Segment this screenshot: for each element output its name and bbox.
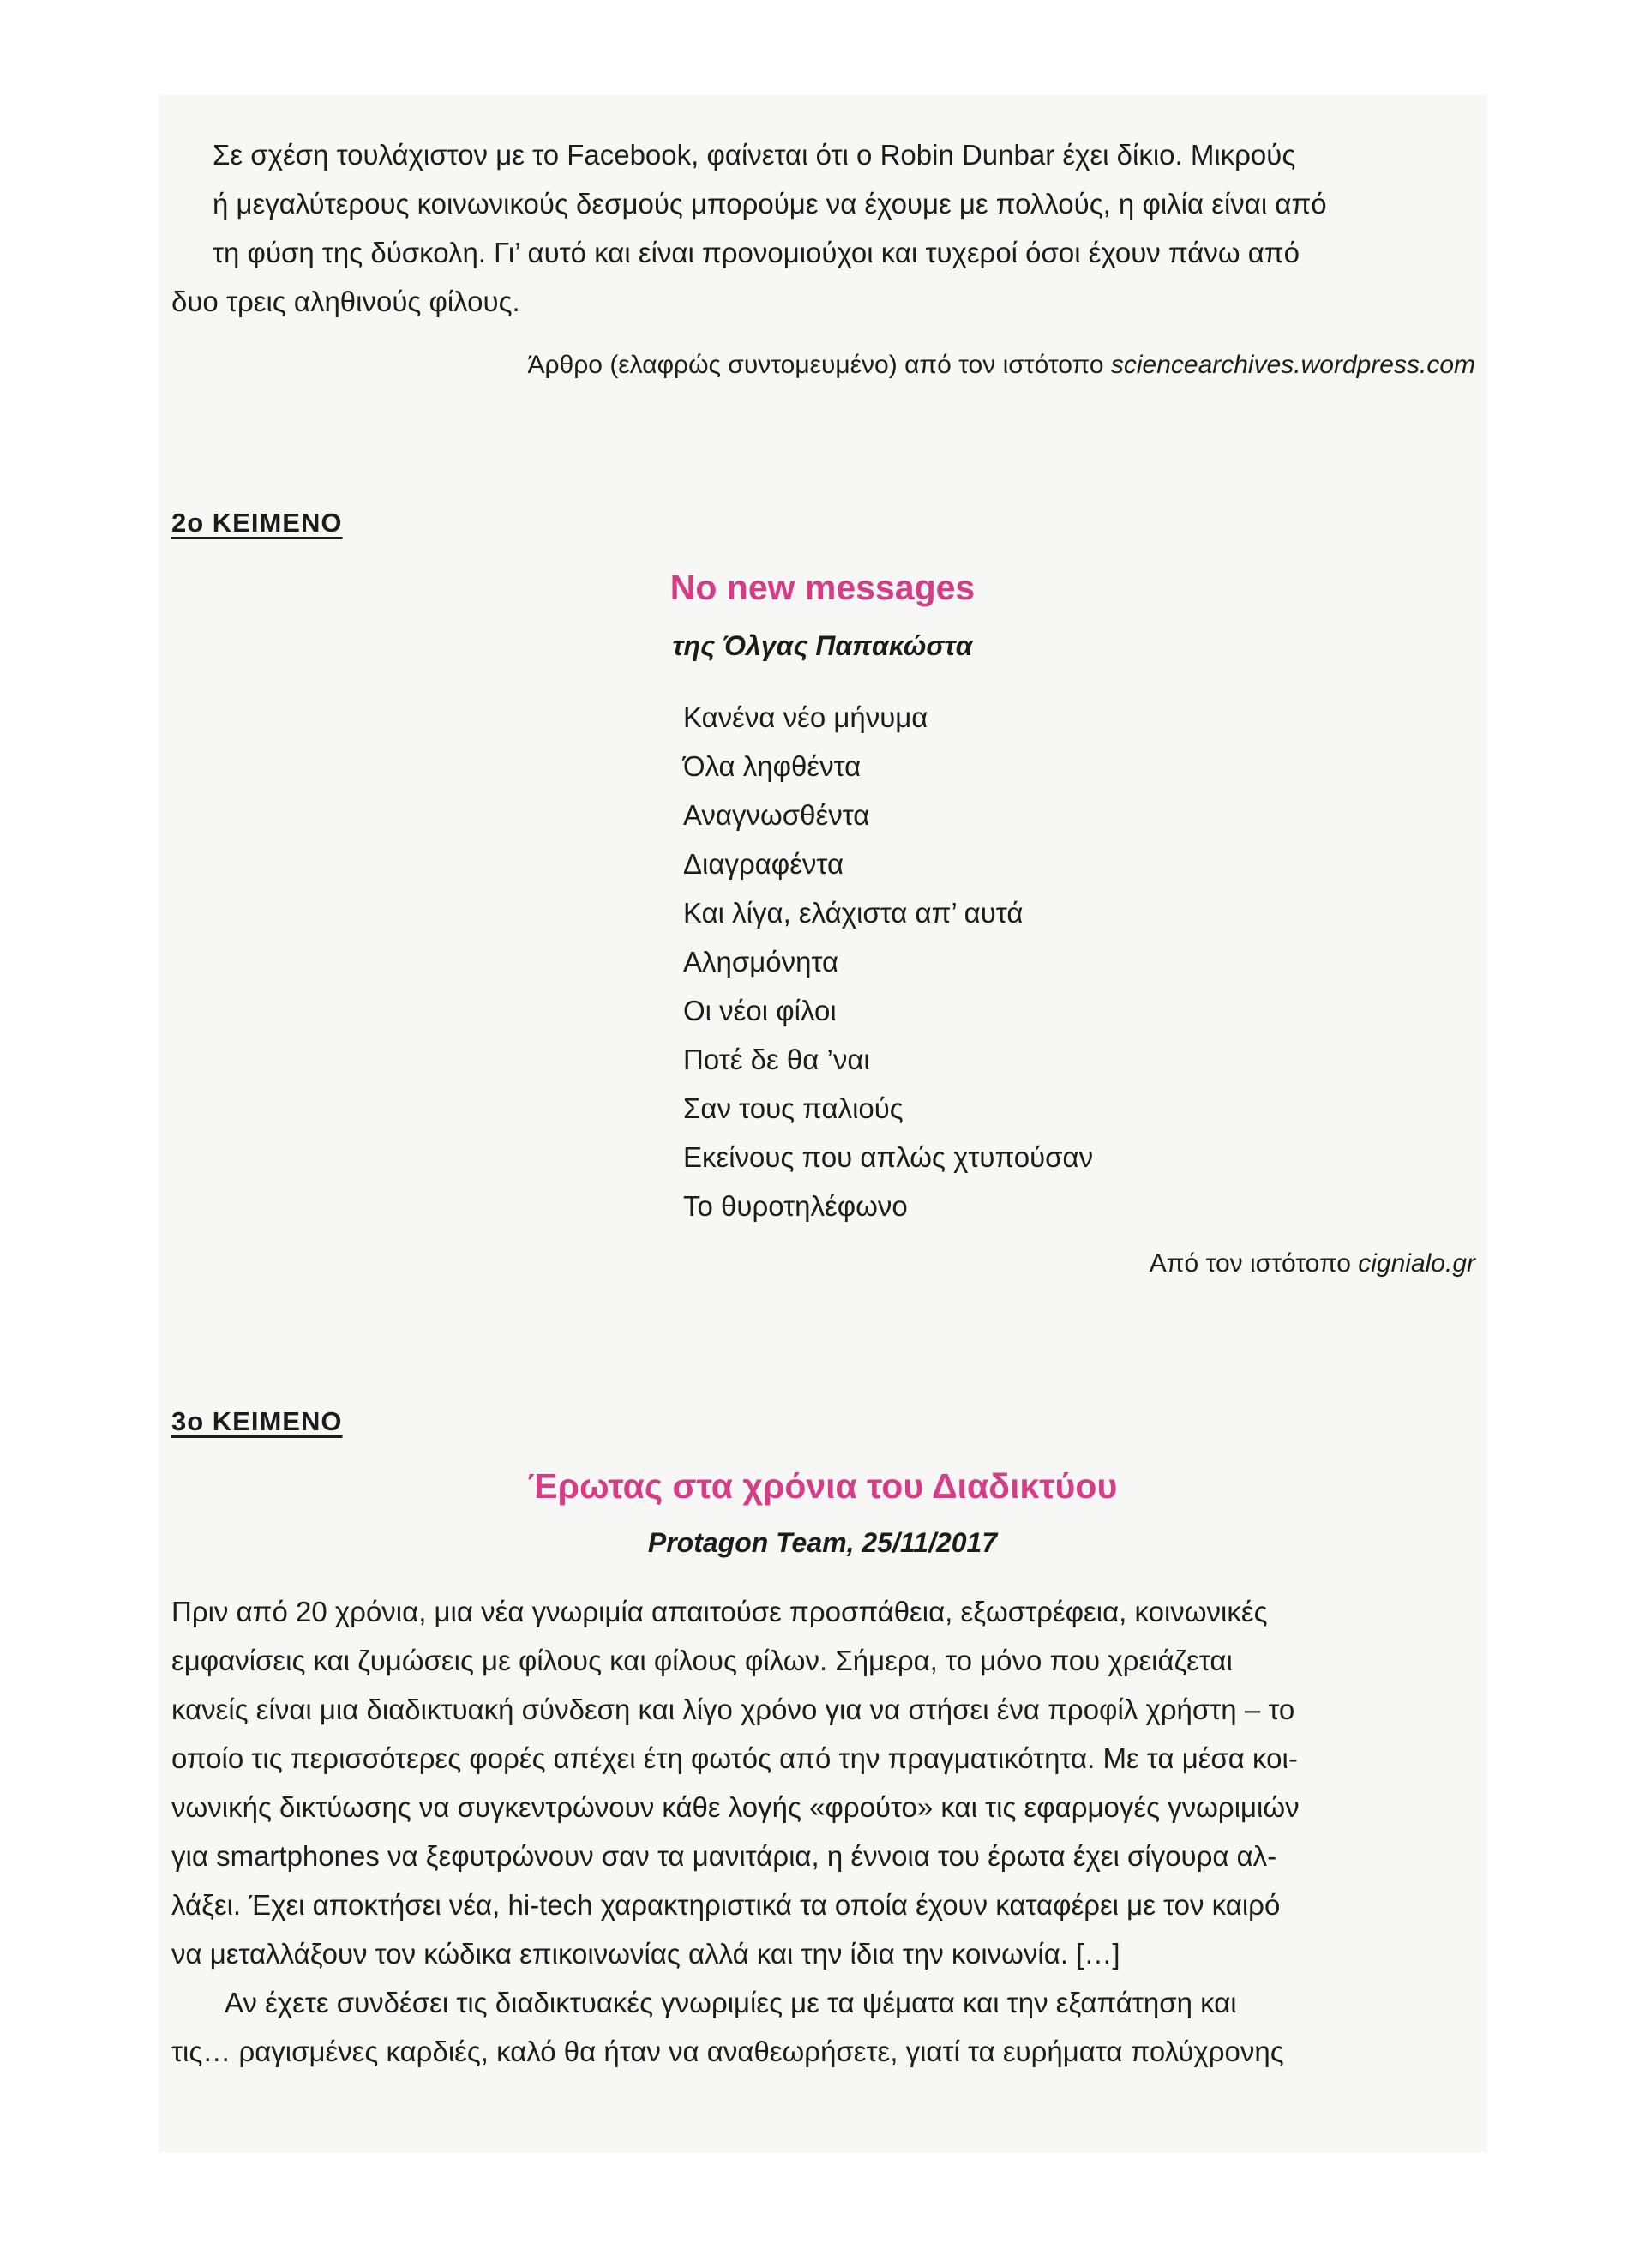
text3-line: οποίο τις περισσότερες φορές απέχει έτη φωτός από την πραγματικότητα. Με τα μέσα κοι- <box>171 1742 1298 1774</box>
text3-line: να μεταλλάξουν τον κώδικα επικοινωνίας αλλά και την ίδια την κοινωνία. […] <box>171 1938 1120 1970</box>
poem-line: Αλησμόνητα <box>683 946 839 978</box>
text2-section-label: 2ο ΚΕΙΜΕΝΟ <box>171 508 343 538</box>
text1-line: δυο τρεις αληθινούς φίλους. <box>171 286 520 317</box>
text3-line: νωνικής δικτύωσης να συγκεντρώνουν κάθε λογής «φρούτο» και τις εφαρμογές γνωριμιών <box>171 1791 1300 1823</box>
text3-byline: Protagon Team, 25/11/2017 <box>647 1527 998 1558</box>
poem-line: Σαν τους παλιούς <box>683 1092 904 1124</box>
text3-line: κανείς είναι μια διαδικτυακή σύνδεση και λίγο χρόνο για να στήσει ένα προφίλ χρήστη – το <box>171 1693 1295 1725</box>
poem-line: Αναγνωσθέντα <box>683 799 870 831</box>
poem-line: Κανένα νέο μήνυμα <box>683 701 928 733</box>
text3-paragraph-2 <box>171 1978 1474 2076</box>
text1-source-site: sciencearchives.wordpress.com <box>1110 351 1475 379</box>
text2-poem <box>683 693 1093 1230</box>
poem-line: Οι νέοι φίλοι <box>683 995 837 1026</box>
text3-title: Έρωτας στα χρόνια του Διαδικτύου <box>527 1466 1118 1506</box>
text1-paragraph <box>171 130 1474 326</box>
text2-source-prefix: Από τον ιστότοπο <box>1149 1249 1359 1278</box>
text3-line: Αν έχετε συνδέσει τις διαδικτυακές γνωριμίες με τα ψέματα και την εξαπάτηση και <box>225 1987 1237 2018</box>
text2-byline: της Όλγας Παπακώστα <box>672 630 973 661</box>
text1-source <box>527 348 1475 382</box>
text3-line: λάξει. Έχει αποκτήσει νέα, hi-tech χαρακτηριστικά τα οποία έχουν καταφέρει με τον καιρό <box>171 1889 1281 1921</box>
poem-line: Εκείνους που απλώς χτυπούσαν <box>683 1141 1094 1173</box>
poem-line: Ποτέ δε θα ’ναι <box>683 1044 870 1075</box>
text3-paragraph-1 <box>171 1587 1474 1978</box>
text1-line: τη φύση της δύσκολη. Γι’ αυτό και είναι προνομιούχοι και τυχεροί όσοι έχουν πάνω από <box>213 237 1300 268</box>
text3-line: εμφανίσεις και ζυμώσεις με φίλους και φίλους φίλων. Σήμερα, το μόνο που χρειάζεται <box>171 1645 1233 1676</box>
text1-line: ή μεγαλύτερους κοινωνικούς δεσμούς μπορούμε να έχουμε με πολλούς, η φιλία είναι από <box>213 188 1327 220</box>
text3-line: για smartphones να ξεφυτρώνουν σαν τα μανιτάρια, η έννοια του έρωτα έχει σίγουρα αλ- <box>171 1840 1277 1872</box>
text2-source <box>1150 1247 1475 1281</box>
text3-line: Πριν από 20 χρόνια, μια νέα γνωριμία απαιτούσε προσπάθεια, εξωστρέφεια, κοινωνικές <box>171 1596 1268 1627</box>
text3-line: τις… ραγισμένες καρδιές, καλό θα ήταν να αναθεωρήσετε, γιατί τα ευρήματα πολύχρονης <box>171 2036 1284 2067</box>
text3-section-label: 3ο ΚΕΙΜΕΝΟ <box>171 1406 343 1436</box>
text2-source-site: cignialo.gr <box>1358 1249 1475 1278</box>
text1-line: Σε σχέση τουλάχιστον με το Facebook, φαίνεται ότι ο Robin Dunbar έχει δίκιο. Μικρούς <box>213 139 1296 171</box>
poem-line: Όλα ληφθέντα <box>683 750 862 782</box>
poem-line: Και λίγα, ελάχιστα απ’ αυτά <box>683 897 1024 929</box>
text1-source-prefix: Άρθρο (ελαφρώς συντομευμένο) από τον ιστότοπο <box>527 351 1111 379</box>
text2-title: No new messages <box>669 568 976 607</box>
poem-line: Διαγραφέντα <box>683 848 844 880</box>
poem-line: Το θυροτηλέφωνο <box>683 1190 908 1222</box>
